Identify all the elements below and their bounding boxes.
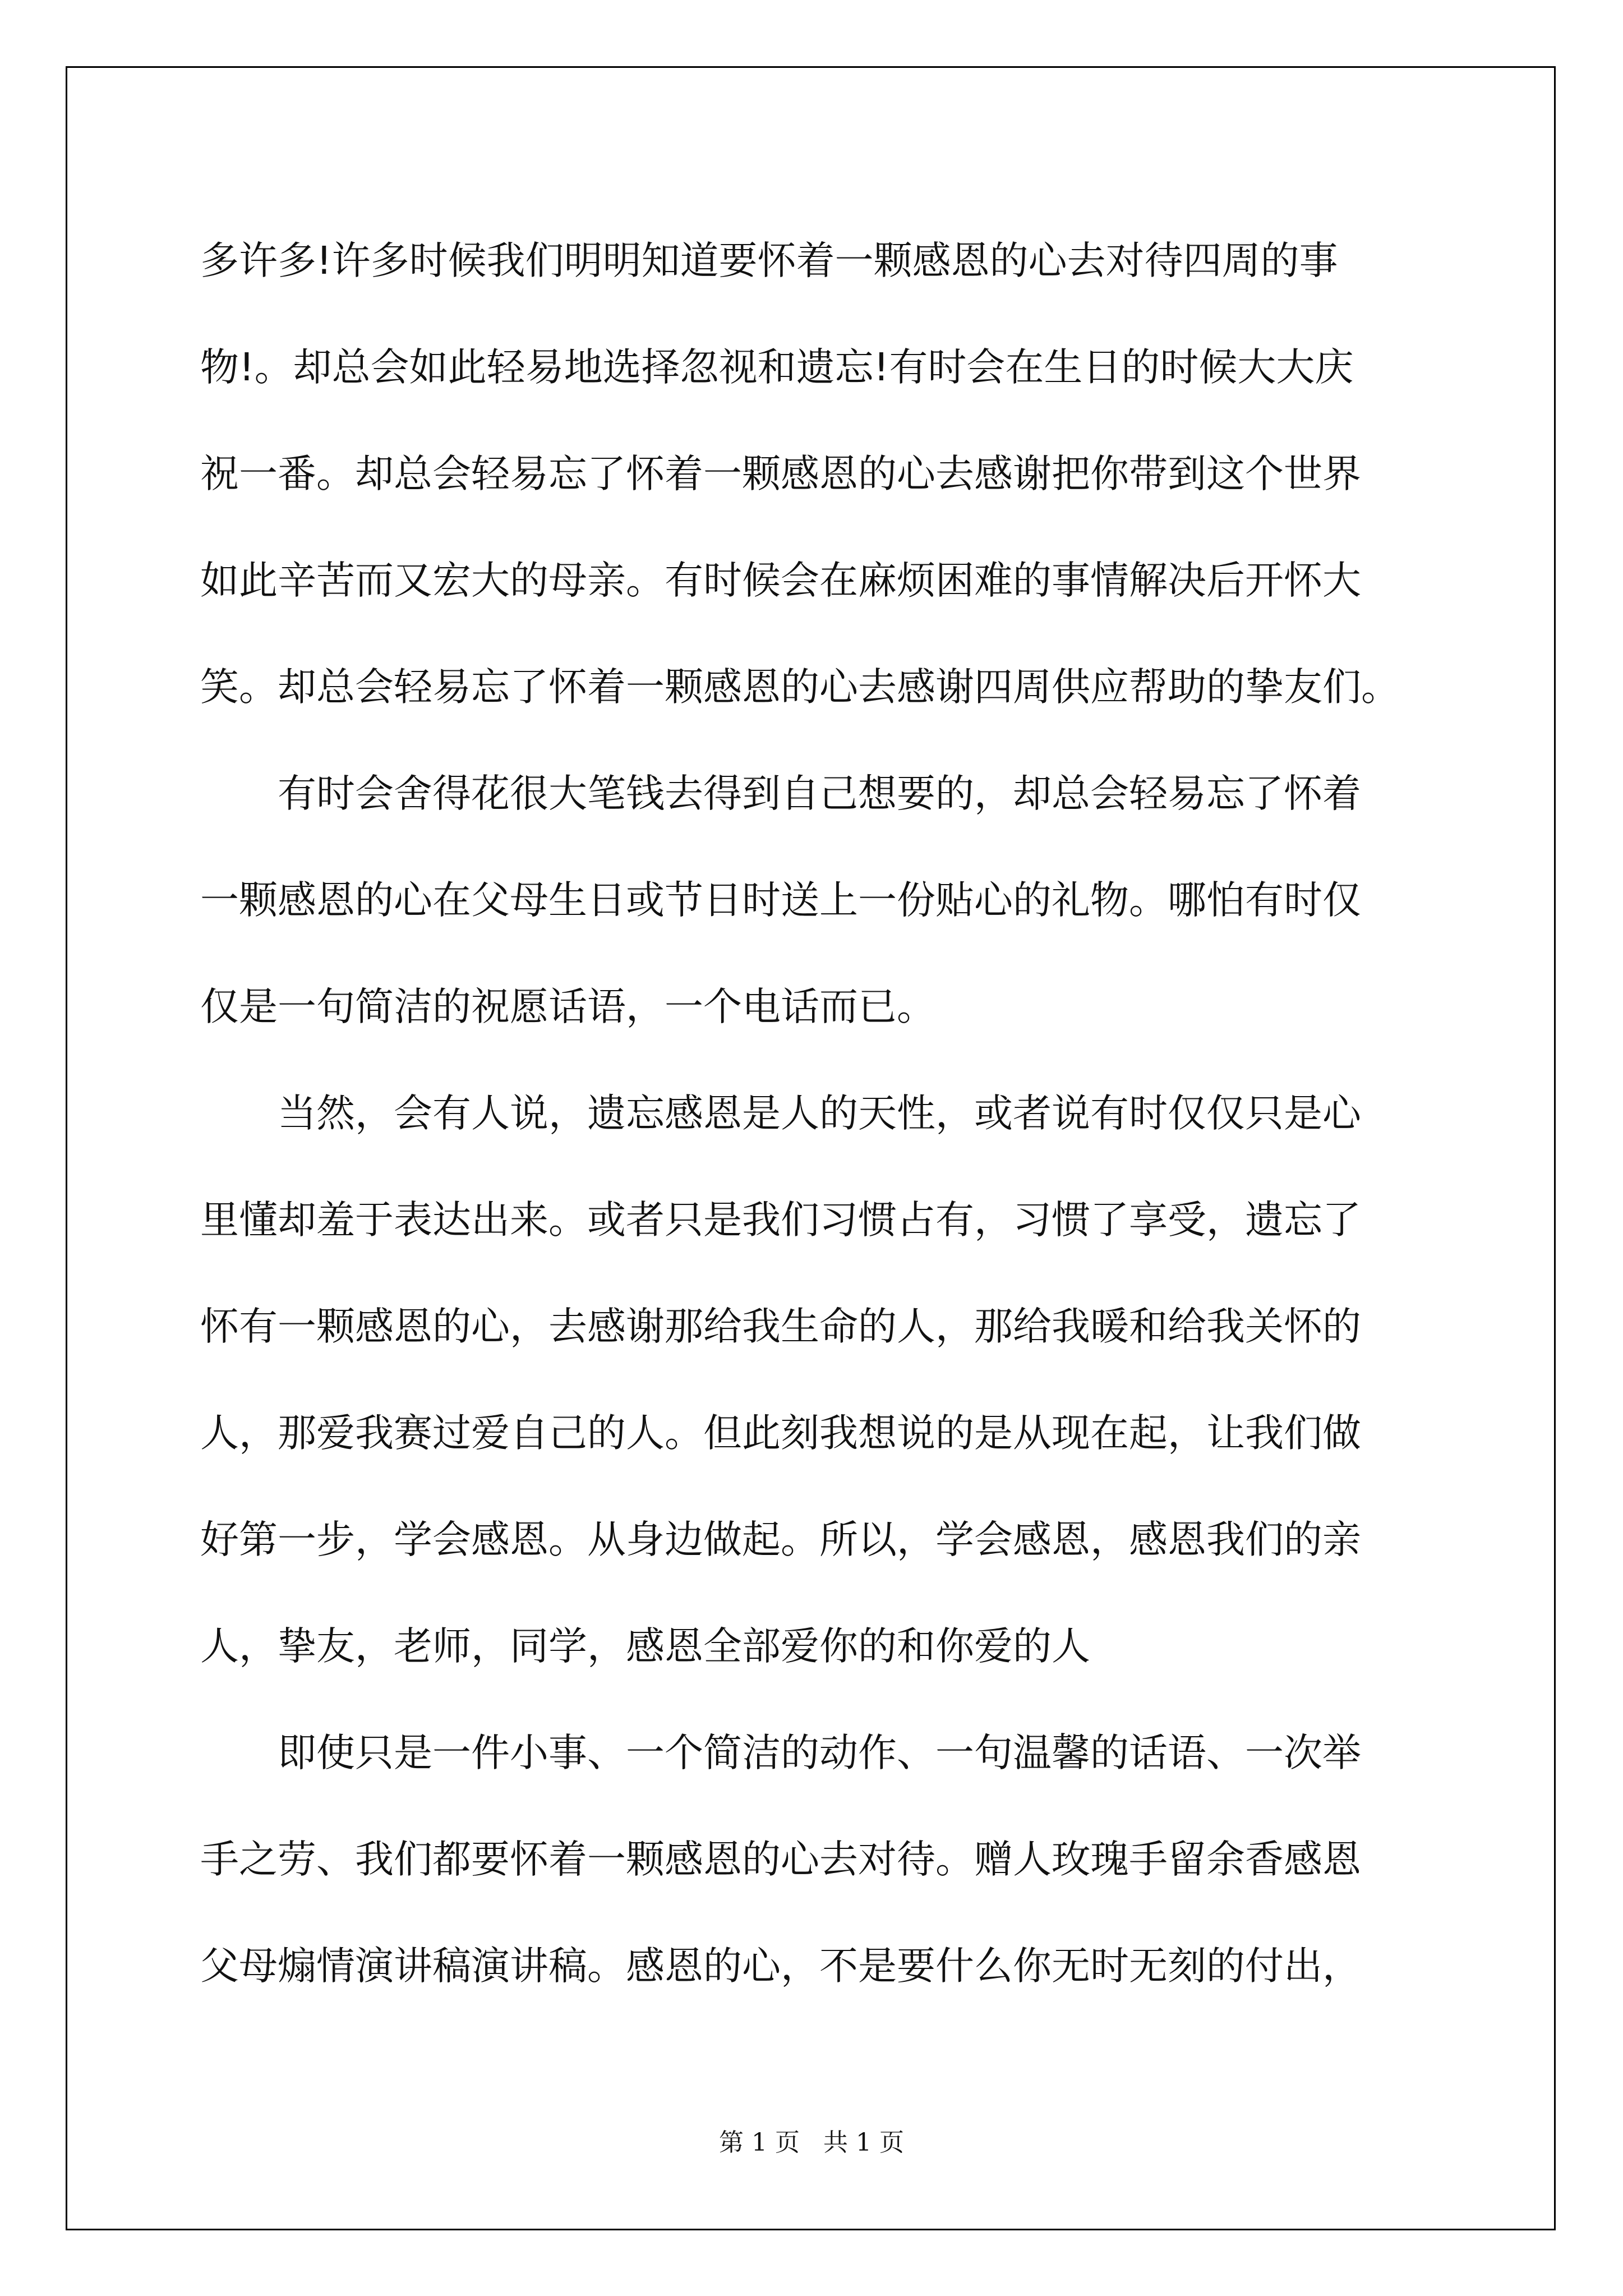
text-line: 如此辛苦而又宏大的母亲。有时候会在麻烦困难的事情解决后开怀大: [200, 558, 1361, 603]
text-line: 手之劳、我们都要怀着一颗感恩的心去对待。赠人玫瑰手留余香感恩: [200, 1837, 1361, 1882]
page-footer: 第 1 页 共 1 页: [719, 2128, 904, 2157]
text-line: 人，那爱我赛过爱自己的人。但此刻我想说的是从现在起，让我们做: [200, 1411, 1361, 1456]
text-line: 有时会舍得花很大笔钱去得到自己想要的，却总会轻易忘了怀着: [278, 771, 1361, 816]
text-line: 多许多!许多时候我们明明知道要怀着一颗感恩的心去对待四周的事: [200, 238, 1338, 283]
text-line: 仅是一句简洁的祝愿话语，一个电话而已。: [200, 984, 935, 1029]
text-line: 父母煽情演讲稿演讲稿。感恩的心，不是要什么你无时无刻的付出，: [200, 1944, 1361, 1989]
document-body: [200, 208, 1423, 2019]
text-line: 即使只是一件小事、一个简洁的动作、一句温馨的话语、一次举: [278, 1731, 1361, 1775]
text-line: 怀有一颗感恩的心，去感谢那给我生命的人，那给我暖和给我关怀的: [200, 1304, 1361, 1349]
text-line: 物!。却总会如此轻易地选择忽视和遗忘!有时会在生日的时候大大庆: [200, 345, 1354, 390]
text-line: 一颗感恩的心在父母生日或节日时送上一份贴心的礼物。哪怕有时仅: [200, 878, 1361, 923]
text-line: 祝一番。却总会轻易忘了怀着一颗感恩的心去感谢把你带到这个世界: [200, 452, 1361, 496]
text-line: 人，挚友，老师，同学，感恩全部爱你的和你爱的人: [200, 1624, 1090, 1669]
text-line: 好第一步，学会感恩。从身边做起。所以，学会感恩，感恩我们的亲: [200, 1517, 1361, 1562]
text-line: 笑。却总会轻易忘了怀着一颗感恩的心去感谢四周供应帮助的挚友们。: [200, 665, 1400, 710]
text-line: 当然，会有人说，遗忘感恩是人的天性，或者说有时仅仅只是心: [278, 1091, 1361, 1136]
text-line: 里懂却羞于表达出来。或者只是我们习惯占有，习惯了享受，遗忘了: [200, 1198, 1361, 1243]
